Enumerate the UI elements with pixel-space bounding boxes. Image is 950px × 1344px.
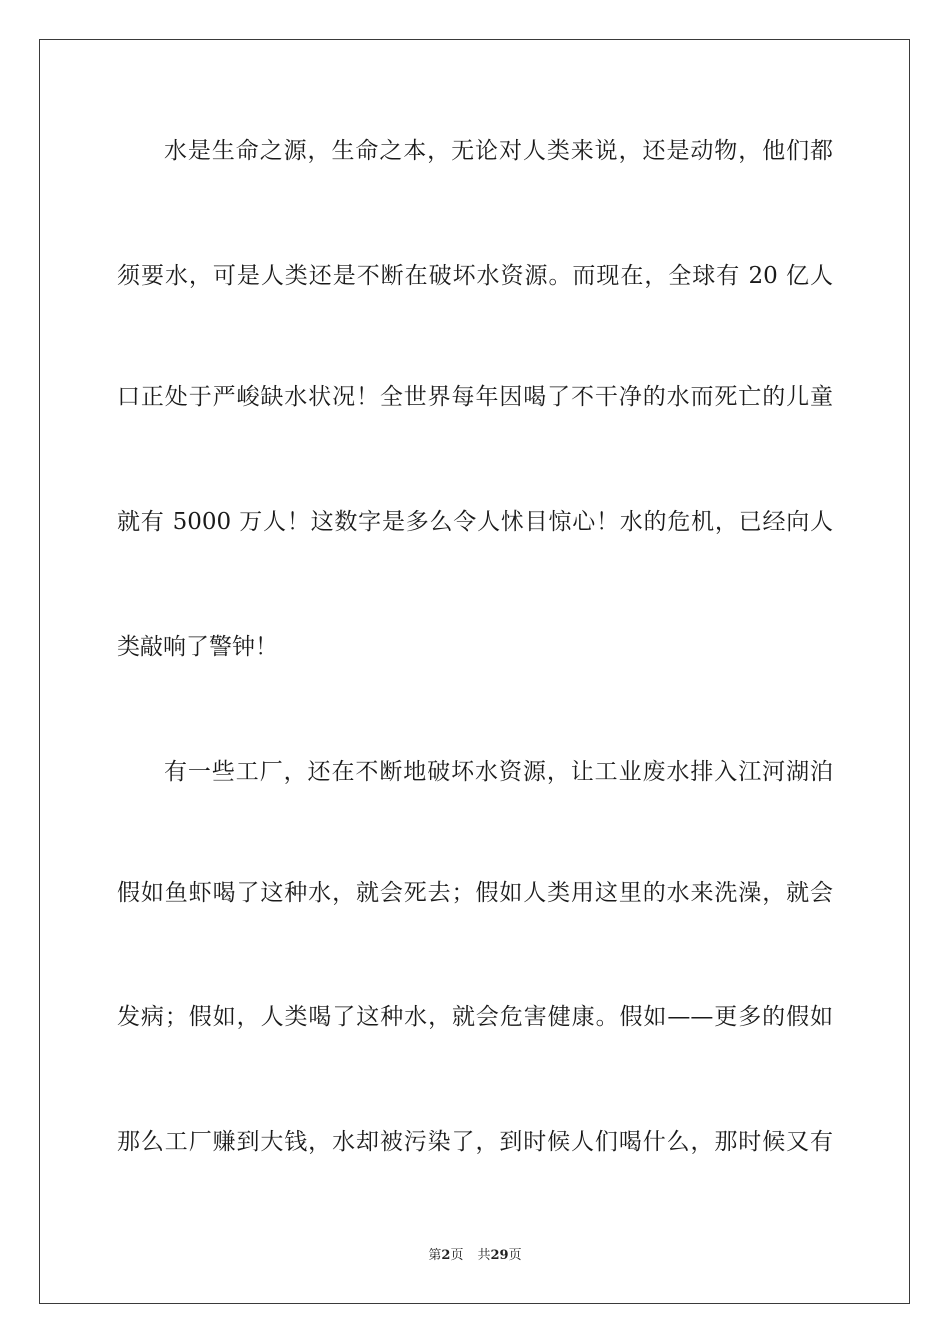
paragraph-2-line-2: 假如鱼虾喝了这种水，就会死去；假如人类用这里的水来洗澡，就会 [117,880,833,906]
page-frame [39,39,910,1304]
paragraph-1-line-5: 类敲响了警钟！ [117,634,278,660]
current-page-number: 2 [441,1248,451,1263]
paragraph-1-line-1: 水是生命之源，生命之本，无论对人类来说，还是动物，他们都 [164,138,833,164]
page-prefix: 第 [428,1248,442,1263]
total-prefix: 共 [477,1248,491,1263]
paragraph-2-line-4: 那么工厂赚到大钱，水却被污染了，到时候人们喝什么，那时候又有 [117,1129,833,1155]
paragraph-1-line-2: 须要水，可是人类还是不断在破坏水资源。而现在，全球有 20 亿人 [117,263,833,289]
paragraph-1-line-4: 就有 5000 万人！这数字是多么令人怵目惊心！水的危机，已经向人 [117,509,833,535]
paragraph-1-line-3: 口正处于严峻缺水状况！全世界每年因喝了不干净的水而死亡的儿童 [117,384,833,410]
paragraph-2-line-1: 有一些工厂，还在不断地破坏水资源，让工业废水排入江河湖泊 [164,759,833,785]
paragraph-2-line-3: 发病；假如，人类喝了这种水，就会危害健康。假如——更多的假如 [117,1004,833,1030]
page-suffix: 页 [450,1248,464,1263]
total-page-count: 29 [490,1248,509,1263]
total-suffix: 页 [508,1248,522,1263]
page-footer [0,1246,950,1266]
